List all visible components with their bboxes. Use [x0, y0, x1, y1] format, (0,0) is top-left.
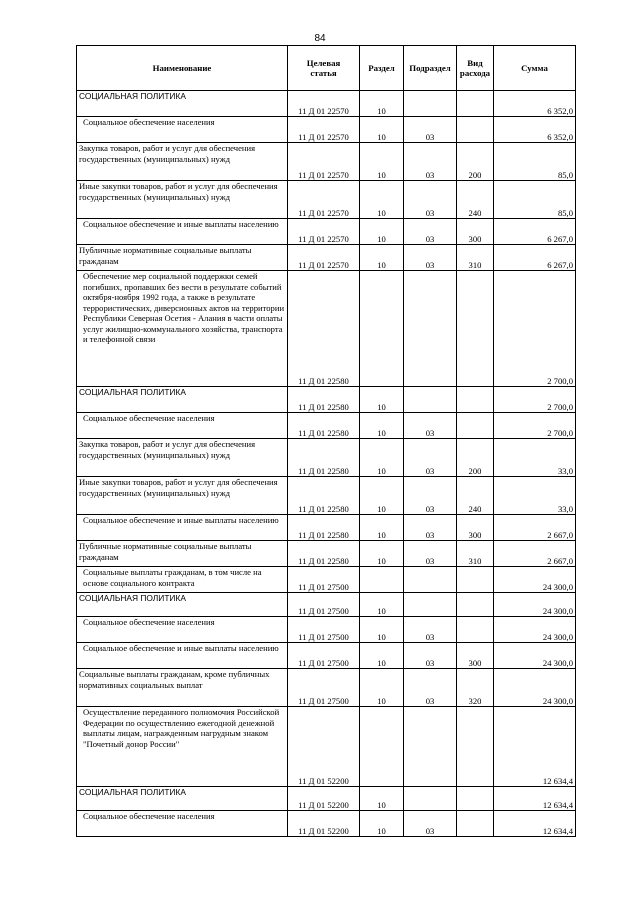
- row-target-article: 11 Д 01 22570: [288, 117, 360, 143]
- row-expense-kind: [457, 811, 494, 837]
- row-subsection: [404, 91, 457, 117]
- row-section: 10: [360, 593, 404, 617]
- row-name: Публичные нормативные социальные выплаты гражданам: [77, 541, 288, 567]
- row-subsection: [404, 271, 457, 387]
- row-expense-kind: 310: [457, 245, 494, 271]
- table-body: [77, 91, 576, 837]
- row-section: [360, 567, 404, 593]
- row-sum: 2 667,0: [494, 541, 576, 567]
- row-name: Иные закупки товаров, работ и услуг для обеспечения государственных (муниципальных) нужд: [77, 477, 288, 515]
- row-section: 10: [360, 617, 404, 643]
- table-row: [77, 181, 576, 219]
- row-expense-kind: [457, 387, 494, 413]
- row-subsection: 03: [404, 477, 457, 515]
- row-name: Закупка товаров, работ и услуг для обеспечения государственных (муниципальных) нужд: [77, 439, 288, 477]
- header-section: Раздел: [360, 46, 404, 91]
- row-sum: 12 634,4: [494, 787, 576, 811]
- row-target-article: 11 Д 01 22570: [288, 91, 360, 117]
- row-subsection: [404, 387, 457, 413]
- header-sum: Сумма: [494, 46, 576, 91]
- row-section: 10: [360, 117, 404, 143]
- header-target-article-line2: статья: [310, 68, 337, 78]
- page-number: 84: [314, 33, 326, 44]
- table-row: [77, 413, 576, 439]
- row-target-article: 11 Д 01 22570: [288, 181, 360, 219]
- table-row: [77, 439, 576, 477]
- row-target-article: 11 Д 01 52200: [288, 811, 360, 837]
- row-target-article: 11 Д 01 27500: [288, 669, 360, 707]
- row-sum: 2 667,0: [494, 515, 576, 541]
- row-sum: 12 634,4: [494, 811, 576, 837]
- row-sum: 85,0: [494, 143, 576, 181]
- row-subsection: [404, 593, 457, 617]
- row-expense-kind: 240: [457, 477, 494, 515]
- table-row: [77, 219, 576, 245]
- header-expense-kind-line2: расхода: [459, 68, 491, 78]
- header-target-article-line1: Целевая: [306, 58, 341, 68]
- row-name: Социальные выплаты гражданам, кроме публичных нормативных социальных выплат: [77, 669, 288, 707]
- table-row: [77, 567, 576, 593]
- row-name: СОЦИАЛЬНАЯ ПОЛИТИКА: [77, 787, 288, 811]
- row-target-article: 11 Д 01 22580: [288, 413, 360, 439]
- row-expense-kind: [457, 617, 494, 643]
- row-target-article: 11 Д 01 52200: [288, 787, 360, 811]
- row-sum: 6 267,0: [494, 245, 576, 271]
- row-section: 10: [360, 811, 404, 837]
- row-subsection: 03: [404, 643, 457, 669]
- row-section: 10: [360, 515, 404, 541]
- row-subsection: [404, 787, 457, 811]
- row-sum: 33,0: [494, 439, 576, 477]
- table-row: [77, 707, 576, 787]
- row-target-article: 11 Д 01 27500: [288, 643, 360, 669]
- row-name: Публичные нормативные социальные выплаты гражданам: [77, 245, 288, 271]
- row-name: Социальное обеспечение и иные выплаты населению: [77, 219, 288, 245]
- row-target-article: 11 Д 01 22580: [288, 477, 360, 515]
- row-target-article: 11 Д 01 22570: [288, 245, 360, 271]
- row-target-article: 11 Д 01 22580: [288, 271, 360, 387]
- row-expense-kind: [457, 413, 494, 439]
- row-section: 10: [360, 643, 404, 669]
- row-expense-kind: [457, 91, 494, 117]
- table-row: [77, 593, 576, 617]
- header-subsection: Подраздел: [404, 46, 457, 91]
- row-subsection: 03: [404, 219, 457, 245]
- row-target-article: 11 Д 01 22570: [288, 143, 360, 181]
- row-expense-kind: [457, 117, 494, 143]
- table-header-row: [77, 46, 576, 91]
- row-target-article: 11 Д 01 27500: [288, 617, 360, 643]
- row-expense-kind: [457, 567, 494, 593]
- row-section: 10: [360, 413, 404, 439]
- row-section: 10: [360, 219, 404, 245]
- row-expense-kind: 300: [457, 219, 494, 245]
- row-subsection: 03: [404, 515, 457, 541]
- row-sum: 24 300,0: [494, 617, 576, 643]
- row-subsection: 03: [404, 541, 457, 567]
- row-subsection: [404, 567, 457, 593]
- table-row: [77, 143, 576, 181]
- row-sum: 24 300,0: [494, 643, 576, 669]
- row-section: 10: [360, 387, 404, 413]
- row-subsection: 03: [404, 413, 457, 439]
- row-sum: 33,0: [494, 477, 576, 515]
- row-sum: 2 700,0: [494, 387, 576, 413]
- table-row: [77, 617, 576, 643]
- row-subsection: 03: [404, 811, 457, 837]
- table-row: [77, 787, 576, 811]
- row-section: 10: [360, 669, 404, 707]
- row-subsection: 03: [404, 245, 457, 271]
- row-name: СОЦИАЛЬНАЯ ПОЛИТИКА: [77, 593, 288, 617]
- table-row: [77, 669, 576, 707]
- row-target-article: 11 Д 01 52200: [288, 707, 360, 787]
- header-expense-kind: [457, 46, 494, 91]
- row-expense-kind: 320: [457, 669, 494, 707]
- row-target-article: 11 Д 01 27500: [288, 567, 360, 593]
- row-subsection: 03: [404, 143, 457, 181]
- row-target-article: 11 Д 01 22580: [288, 515, 360, 541]
- table-row: [77, 643, 576, 669]
- row-expense-kind: [457, 707, 494, 787]
- table-row: [77, 387, 576, 413]
- row-name: СОЦИАЛЬНАЯ ПОЛИТИКА: [77, 91, 288, 117]
- row-expense-kind: 300: [457, 515, 494, 541]
- row-target-article: 11 Д 01 22580: [288, 541, 360, 567]
- row-subsection: [404, 707, 457, 787]
- header-target-article: [288, 46, 360, 91]
- row-name: Социальные выплаты гражданам, в том числе на основе социального контракта: [77, 567, 288, 593]
- row-sum: 24 300,0: [494, 593, 576, 617]
- row-sum: 2 700,0: [494, 271, 576, 387]
- row-expense-kind: [457, 787, 494, 811]
- row-section: [360, 271, 404, 387]
- row-target-article: 11 Д 01 22570: [288, 219, 360, 245]
- row-name: Иные закупки товаров, работ и услуг для обеспечения государственных (муниципальных) нужд: [77, 181, 288, 219]
- row-name: Закупка товаров, работ и услуг для обеспечения государственных (муниципальных) нужд: [77, 143, 288, 181]
- row-section: 10: [360, 477, 404, 515]
- row-sum: 6 352,0: [494, 91, 576, 117]
- row-name: СОЦИАЛЬНАЯ ПОЛИТИКА: [77, 387, 288, 413]
- table-row: [77, 477, 576, 515]
- row-subsection: 03: [404, 439, 457, 477]
- row-section: 10: [360, 181, 404, 219]
- row-name: Осуществление переданного полномочия Российской Федерации по осуществлению ежегодной денежной выплаты лицам, награжденным нагрудным знаком "Почетный донор России": [77, 707, 288, 787]
- row-sum: 85,0: [494, 181, 576, 219]
- row-expense-kind: [457, 593, 494, 617]
- row-expense-kind: [457, 271, 494, 387]
- row-subsection: 03: [404, 181, 457, 219]
- table-row: [77, 245, 576, 271]
- row-name: Социальное обеспечение населения: [77, 117, 288, 143]
- row-sum: 6 352,0: [494, 117, 576, 143]
- table-row: [77, 117, 576, 143]
- row-expense-kind: 200: [457, 439, 494, 477]
- row-section: 10: [360, 439, 404, 477]
- row-section: 10: [360, 91, 404, 117]
- row-sum: 12 634,4: [494, 707, 576, 787]
- row-expense-kind: 300: [457, 643, 494, 669]
- row-sum: 2 700,0: [494, 413, 576, 439]
- row-section: 10: [360, 541, 404, 567]
- table-row: [77, 271, 576, 387]
- row-subsection: 03: [404, 617, 457, 643]
- row-expense-kind: 240: [457, 181, 494, 219]
- header-expense-kind-line1: Вид: [467, 58, 483, 68]
- row-name: Социальное обеспечение населения: [77, 617, 288, 643]
- row-expense-kind: 310: [457, 541, 494, 567]
- row-sum: 24 300,0: [494, 669, 576, 707]
- row-subsection: 03: [404, 669, 457, 707]
- row-subsection: 03: [404, 117, 457, 143]
- row-target-article: 11 Д 01 22580: [288, 387, 360, 413]
- row-section: 10: [360, 143, 404, 181]
- row-section: [360, 707, 404, 787]
- table-row: [77, 811, 576, 837]
- row-name: Социальное обеспечение населения: [77, 413, 288, 439]
- row-target-article: 11 Д 01 27500: [288, 593, 360, 617]
- budget-table: [76, 45, 576, 837]
- row-sum: 24 300,0: [494, 567, 576, 593]
- row-section: 10: [360, 787, 404, 811]
- header-name: Наименование: [77, 46, 288, 91]
- row-target-article: 11 Д 01 22580: [288, 439, 360, 477]
- row-name: Социальное обеспечение и иные выплаты населению: [77, 515, 288, 541]
- row-name: Обеспечение мер социальной поддержки семей погибших, пропавших без вести в результате событий октября-ноября 1992 года, а также в результате террористических, диверсионных актов на территории Республики Северная Осетия - Алания в части оплаты услуг жилищно-коммунального хозяйства, транспорта и телефонной связи: [77, 271, 288, 387]
- row-expense-kind: 200: [457, 143, 494, 181]
- row-name: Социальное обеспечение населения: [77, 811, 288, 837]
- row-section: 10: [360, 245, 404, 271]
- row-sum: 6 267,0: [494, 219, 576, 245]
- table-row: [77, 541, 576, 567]
- table-row: [77, 91, 576, 117]
- row-name: Социальное обеспечение и иные выплаты населению: [77, 643, 288, 669]
- table-row: [77, 515, 576, 541]
